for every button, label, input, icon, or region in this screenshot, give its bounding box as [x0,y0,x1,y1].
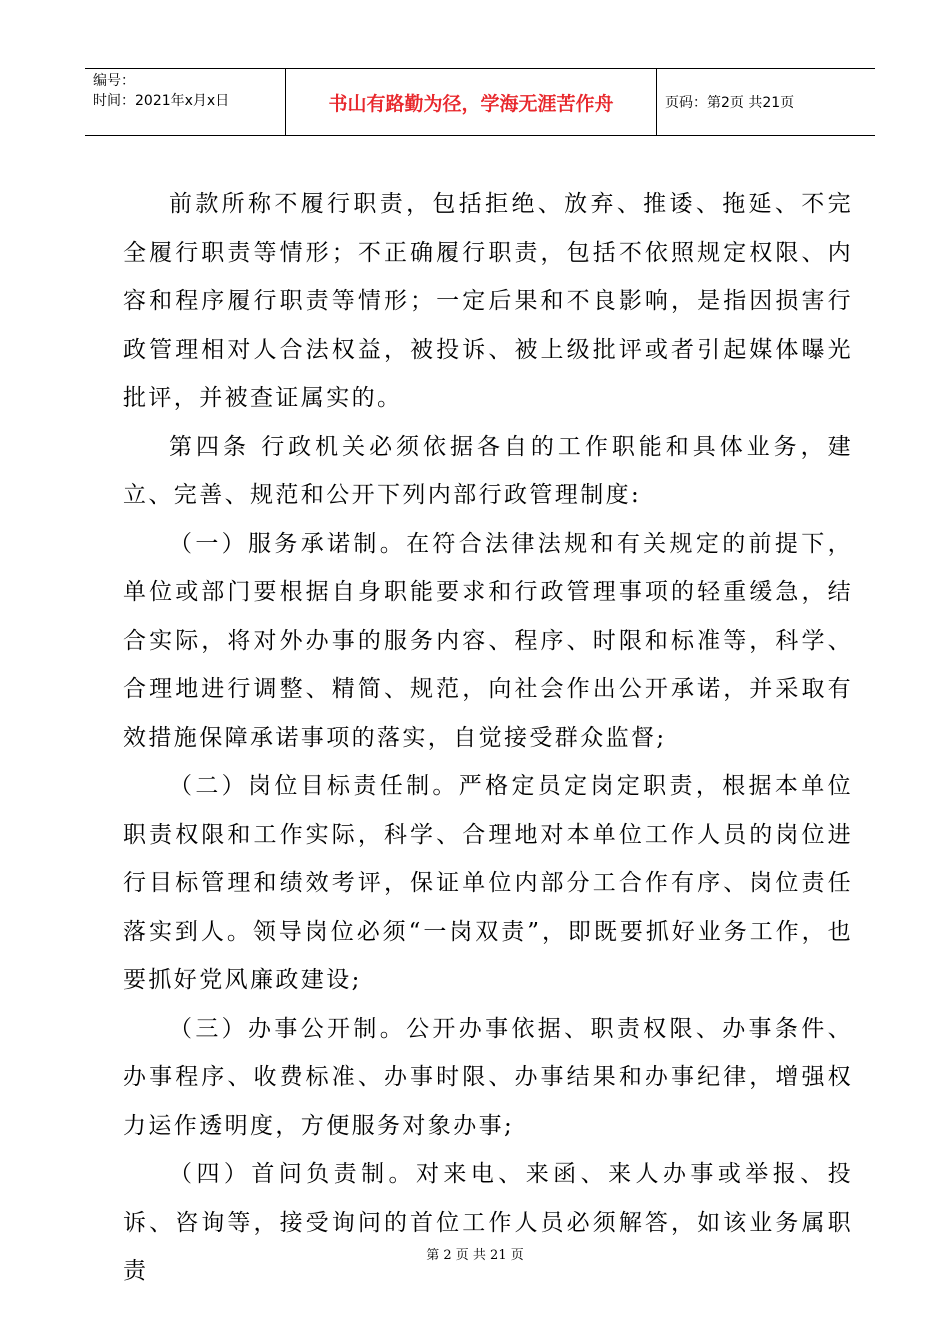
paragraph: （一）服务承诺制。在符合法律法规和有关规定的前提下，单位或部门要根据自身职能要求和行政管理事项的轻重缓急，结合实际，将对外办事的服务内容、程序、时限和标准等，科学、合理地进行调整、精简、规范，向社会作出公开承诺，并采取有效措施保障承诺事项的落实，自觉接受群众监督; [123,530,853,751]
paragraph: 前款所称不履行职责，包括拒绝、放弃、推诿、拖延、不完全履行职责等情形；不正确履行职责，包括不依照规定权限、内容和程序履行职责等情形；一定后果和不良影响，是指因损害行政管理相对人合法权益，被投诉、被上级批评或者引起媒体曝光批评，并被查证属实的。 [123,191,853,411]
time-label: 时间：2021年x月x日 [93,93,230,109]
number-label: 编号： [93,73,135,89]
paragraph: （三）办事公开制。公开办事依据、职责权限、办事条件、办事程序、收费标准、办事时限、办事结果和办事纪律，增强权力运作透明度，方便服务对象办事; [123,1015,853,1139]
header-info [85,69,285,135]
paragraph: 第四条 行政机关必须依据各自的工作职能和具体业务，建立、完善、规范和公开下列内部行政管理制度: [123,433,853,508]
paragraph: （二）岗位目标责任制。严格定员定岗定职责，根据本单位职责权限和工作实际，科学、合理地对本单位工作人员的岗位进行目标管理和绩效考评，保证单位内部分工合作有序、岗位责任落实到人。领导岗位必须“一岗双责”，即既要抓好业务工作，也要抓好党风廉政建设; [123,773,853,993]
header-slogan: 书山有路勤为径，学海无涯苦作舟 [285,69,657,135]
page-header [85,68,875,136]
page-footer: 第 2 页 共 21 页 [426,1248,524,1263]
document-body [123,180,853,1296]
header-page-label: 页码：第2页 共21页 [665,95,795,111]
paragraph: （四）首问负责制。对来电、来函、来人办事或举报、投诉、咨询等，接受询问的首位工作人员必须解答，如该业务属职责 [123,1161,853,1284]
